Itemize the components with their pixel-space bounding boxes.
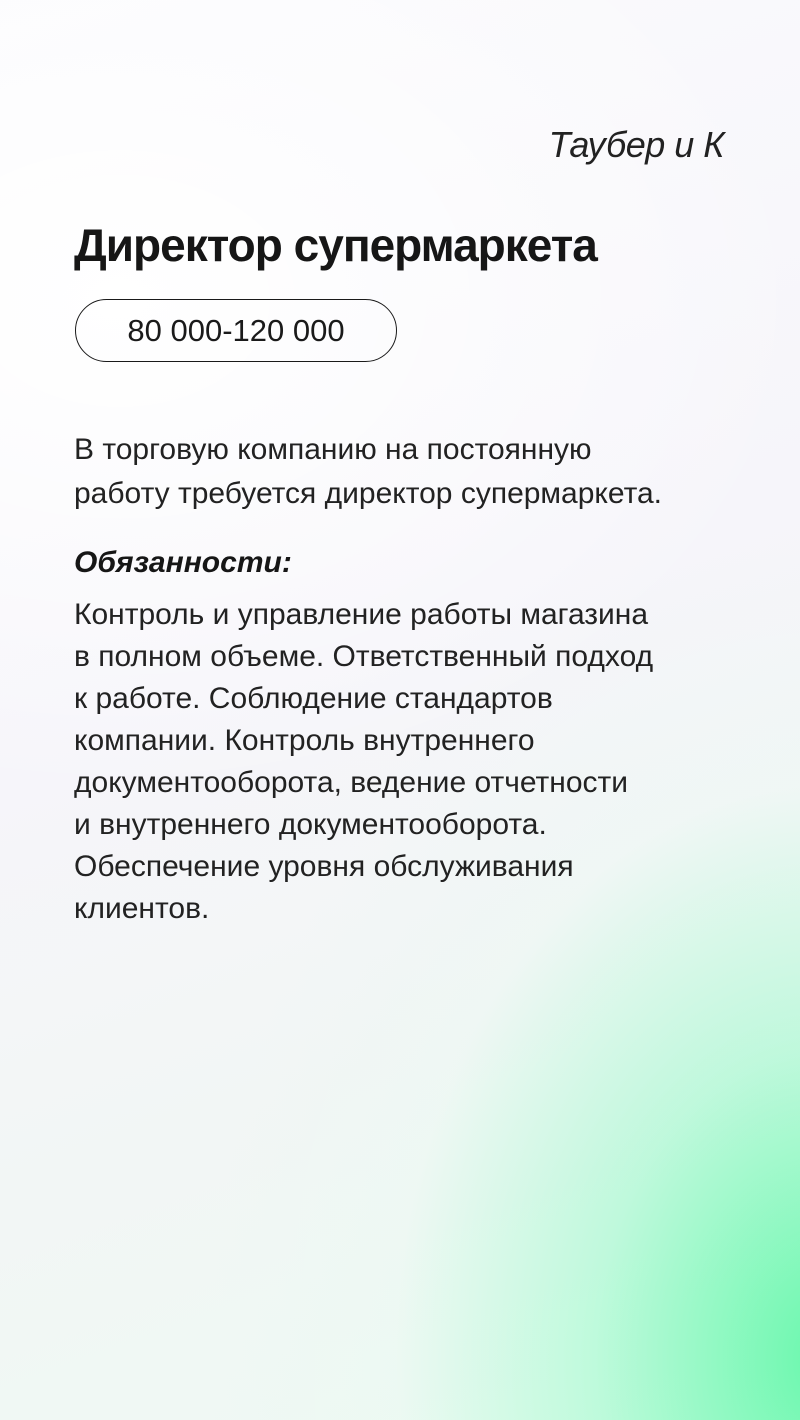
intro-line: работу требуется директор супермаркета. xyxy=(74,477,663,510)
company-name: Таубер и К xyxy=(548,124,724,165)
vacancy-title: Директор супермаркета xyxy=(74,219,597,271)
duties-text xyxy=(74,594,754,930)
duties-line: Контроль и управление работы магазина xyxy=(74,598,649,631)
duties-line: компании. Контроль внутреннего xyxy=(74,724,535,757)
duties-heading: Обязанности: xyxy=(74,546,292,579)
intro-line: В торговую компанию на постоянную xyxy=(74,433,592,466)
vacancy-intro xyxy=(74,428,764,516)
duties-line: Обеспечение уровня обслуживания xyxy=(74,850,574,883)
duties-line: в полном объеме. Ответственный подход xyxy=(74,640,654,673)
duties-line: к работе. Соблюдение стандартов xyxy=(74,682,553,715)
duties-line: клиентов. xyxy=(74,892,210,925)
duties-line: и внутреннего документооборота. xyxy=(74,808,547,841)
salary-badge: 80 000-120 000 xyxy=(75,299,397,362)
duties-line: документооборота, ведение отчетности xyxy=(74,766,629,799)
